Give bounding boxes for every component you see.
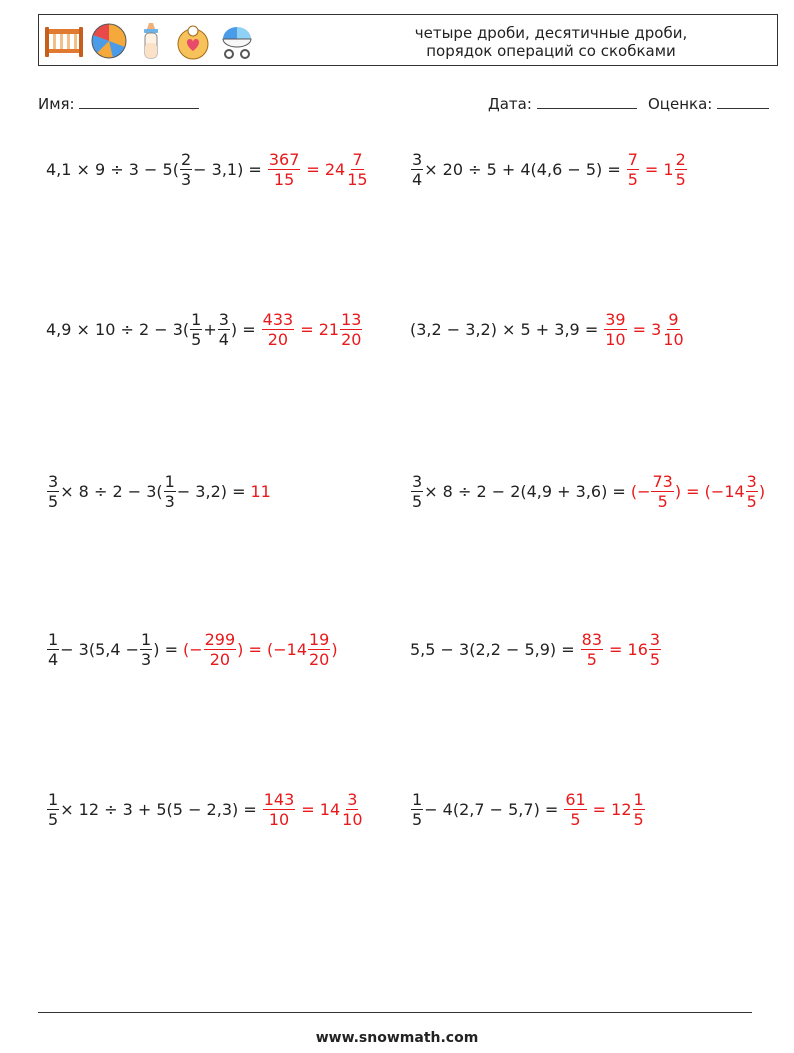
expr-text: − 3(5,4 − (60, 640, 140, 659)
expr-text: × 20 ÷ 5 + 4(4,6 − 5) = (424, 160, 621, 179)
denominator: 5 (48, 810, 59, 829)
denominator: 10 (268, 810, 290, 829)
answer-whole: = 16 (609, 640, 648, 659)
numerator: 1 (412, 790, 423, 809)
crib-icon (43, 21, 85, 61)
stroller-icon (217, 21, 257, 61)
numerator: 367 (268, 150, 300, 169)
problem-5 (46, 472, 271, 511)
answer-whole: = 3 (632, 320, 662, 339)
fraction (411, 150, 423, 189)
denominator: 15 (273, 170, 295, 189)
denominator: 5 (633, 810, 644, 829)
denominator: 5 (746, 492, 757, 511)
answer (580, 630, 662, 669)
numerator: 3 (649, 630, 661, 649)
problem-2 (410, 150, 688, 189)
answer-mixed-fraction (308, 630, 330, 669)
title-line-2: порядок операций со скобками (426, 42, 676, 60)
answer-fraction (564, 790, 586, 829)
expr-text: 4,9 × 10 ÷ 2 − 3( (46, 320, 190, 339)
denominator: 5 (627, 170, 638, 189)
expr-text: ) = (230, 320, 256, 339)
date-field[interactable] (488, 94, 637, 113)
numerator: 3 (48, 472, 59, 491)
grade-field[interactable] (648, 94, 769, 113)
denominator: 5 (191, 330, 202, 349)
answer-fraction (262, 310, 295, 349)
numerator: 299 (204, 630, 236, 649)
answer-fraction (581, 630, 603, 669)
baby-bottle-icon (133, 21, 169, 61)
problem-9 (46, 790, 365, 829)
numerator: 143 (263, 790, 295, 809)
answer-whole: 11 (250, 482, 271, 501)
expr-text: − 4(2,7 − 5,7) = (424, 800, 559, 819)
numerator: 3 (347, 790, 358, 809)
answer-mixed-fraction (675, 150, 687, 189)
denominator: 20 (209, 650, 231, 669)
numerator: 1 (191, 310, 202, 329)
answer (262, 790, 365, 829)
numerator: 39 (605, 310, 626, 329)
answer-fraction (651, 472, 673, 511)
fraction (47, 630, 59, 669)
expr-text: × 12 ÷ 3 + 5(5 − 2,3) = (60, 800, 257, 819)
numerator: 1 (141, 630, 152, 649)
problem-3 (46, 310, 363, 349)
denominator: 5 (649, 650, 661, 669)
answer-prefix: (− (182, 640, 203, 659)
expr-text: ) = (153, 640, 178, 659)
denominator: 4 (218, 330, 229, 349)
answer (563, 790, 645, 829)
denominator: 3 (141, 650, 152, 669)
numerator: 13 (341, 310, 362, 329)
answer (250, 482, 270, 501)
fraction (180, 150, 192, 189)
numerator: 9 (668, 310, 679, 329)
numerator: 2 (675, 150, 686, 169)
fraction (164, 472, 176, 511)
denominator: 5 (412, 492, 423, 511)
answer-whole: = 14 (301, 800, 341, 819)
problem-8 (410, 630, 662, 669)
expr-text: − 3,2) = (176, 482, 246, 501)
numerator: 433 (262, 310, 294, 329)
answer-whole: ) = (−14 (237, 640, 307, 659)
answer-mixed-fraction (633, 790, 645, 829)
answer-whole: = 1 (644, 160, 674, 179)
answer-mixed-fraction (346, 150, 368, 189)
fraction (411, 472, 423, 511)
denominator: 4 (412, 170, 423, 189)
footer-url[interactable]: www.snowmath.com (315, 1030, 479, 1046)
expr-text: 4,1 × 9 ÷ 3 − 5( (46, 160, 179, 179)
answer-whole: ) = (−14 (674, 482, 745, 501)
denominator: 10 (605, 330, 626, 349)
denominator: 20 (309, 650, 330, 669)
numerator: 1 (633, 790, 644, 809)
date-blank[interactable] (537, 94, 637, 109)
answer (183, 630, 338, 669)
answer-mixed-fraction (746, 472, 758, 511)
expr-text: 5,5 − 3(2,2 − 5,9) = (410, 640, 575, 659)
answer-prefix: (− (630, 482, 651, 501)
date-label: Дата: (488, 95, 532, 113)
answer-fraction (204, 630, 237, 669)
worksheet-header (38, 14, 778, 66)
answer-suffix: ) (758, 482, 766, 501)
fraction (411, 790, 423, 829)
answer (603, 310, 685, 349)
denominator: 5 (48, 492, 59, 511)
denominator: 20 (341, 330, 362, 349)
name-field[interactable] (38, 94, 199, 113)
grade-label: Оценка: (648, 95, 713, 113)
answer (631, 472, 765, 511)
denominator: 4 (48, 650, 59, 669)
fraction (47, 472, 59, 511)
numerator: 3 (746, 472, 757, 491)
expr-text: × 8 ÷ 2 − 3( (60, 482, 163, 501)
answer-whole: = 12 (592, 800, 632, 819)
problem-10 (410, 790, 646, 829)
answer-fraction (627, 150, 639, 189)
expr-text: − 3,1) = (193, 160, 262, 179)
fraction (218, 310, 230, 349)
numerator: 1 (48, 630, 59, 649)
answer (261, 310, 364, 349)
problem-4 (410, 310, 686, 349)
expr-text: + (203, 320, 217, 339)
denominator: 15 (347, 170, 368, 189)
numerator: 3 (412, 150, 423, 169)
denominator: 5 (675, 170, 686, 189)
numerator: 83 (581, 630, 603, 649)
numerator: 7 (627, 150, 638, 169)
numerator: 2 (180, 150, 192, 169)
numerator: 1 (164, 472, 175, 491)
answer-fraction (268, 150, 301, 189)
numerator: 3 (412, 472, 423, 491)
denominator: 5 (657, 492, 668, 511)
worksheet-title (371, 24, 731, 60)
name-blank[interactable] (79, 94, 199, 109)
numerator: 3 (218, 310, 229, 329)
answer (267, 150, 370, 189)
expr-text: × 8 ÷ 2 − 2(4,9 + 3,6) = (424, 482, 626, 501)
icon-strip (43, 19, 257, 63)
footer-divider (38, 1012, 752, 1013)
problem-1 (46, 150, 370, 189)
baby-bib-icon (173, 21, 213, 61)
fraction (47, 790, 59, 829)
problem-7 (46, 630, 338, 669)
expr-text: (3,2 − 3,2) × 5 + 3,9 = (410, 320, 599, 339)
problem-6 (410, 472, 765, 511)
answer (626, 150, 688, 189)
answer-mixed-fraction (662, 310, 684, 349)
answer-fraction (604, 310, 626, 349)
answer-whole: = 24 (306, 160, 346, 179)
denominator: 3 (164, 492, 175, 511)
answer-suffix: ) (331, 640, 338, 659)
denominator: 10 (663, 330, 684, 349)
numerator: 19 (309, 630, 330, 649)
denominator: 10 (342, 810, 363, 829)
answer-whole: = 21 (300, 320, 340, 339)
title-line-1: четыре дроби, десятичные дроби, (414, 24, 688, 42)
denominator: 5 (586, 650, 597, 669)
numerator: 73 (652, 472, 673, 491)
answer-fraction (263, 790, 296, 829)
denominator: 5 (412, 810, 423, 829)
answer-mixed-fraction (340, 310, 362, 349)
fraction (190, 310, 202, 349)
denominator: 20 (267, 330, 289, 349)
numerator: 7 (352, 150, 363, 169)
grade-blank[interactable] (717, 94, 769, 109)
denominator: 3 (180, 170, 192, 189)
denominator: 5 (570, 810, 581, 829)
numerator: 1 (48, 790, 59, 809)
answer-mixed-fraction (341, 790, 363, 829)
name-label: Имя: (38, 95, 75, 113)
beach-ball-icon (89, 21, 129, 61)
fraction (140, 630, 152, 669)
answer-mixed-fraction (649, 630, 661, 669)
numerator: 61 (565, 790, 586, 809)
